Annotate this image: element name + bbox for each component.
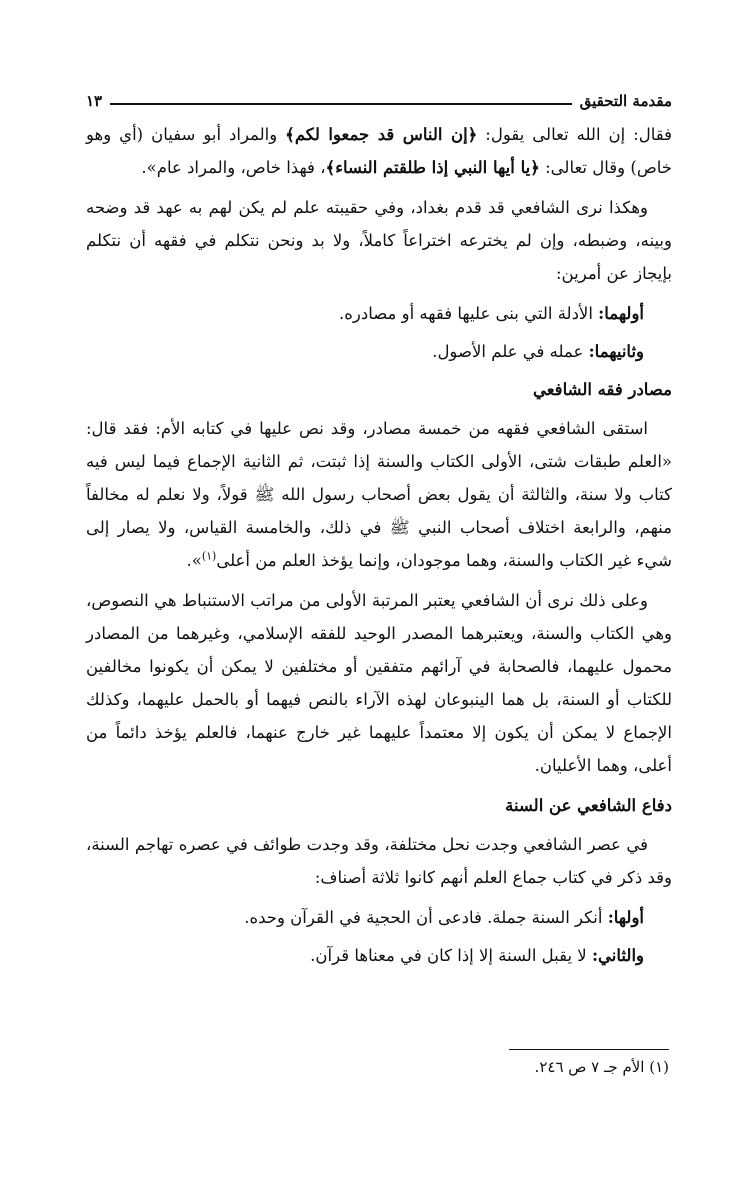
- list-item-4: [86, 939, 672, 972]
- list-item-3: [86, 901, 672, 934]
- footnote-rule: [509, 1049, 669, 1050]
- paragraph-3-text: استقى الشافعي فقهه من خمسة مصادر، وقد نص عليها في كتابه الأم: فقد قال: «العلم طبقات شتى، الأولى الكتاب والسنة إذا ثبتت، ثم الثانية الإجماع فيما ليس فيه كتاب ولا سنة، والثالثة أن يقول بعض أصحاب رسول الله ﷺ قولاً، ولا نعلم له مخالفاً منهم، والرابعة اختلاف أصحاب النبي ﷺ في ذلك، والخامسة القياس، ولا يصار إلى شيء غير الكتاب والسنة، وهما موجودان، وإنما يؤخذ العلم من أعلى: [86, 419, 672, 570]
- section-heading-sources: مصادر فقه الشافعي: [532, 380, 672, 399]
- footnote: (١) الأم جـ ٧ ص ٢٤٦.: [534, 1058, 669, 1076]
- paragraph-1-text-a: فقال: إن الله تعالى يقول:: [477, 125, 672, 144]
- list-item-2: [86, 335, 672, 368]
- list-item-1: [86, 297, 672, 330]
- list-item-2-text: عمله في علم الأصول.: [432, 342, 589, 361]
- running-header: [86, 86, 672, 110]
- paragraph-3: [86, 412, 672, 577]
- quran-quote-1: ﴿إن الناس قد جمعوا لكم﴾: [285, 125, 478, 144]
- list-item-4-text: لا يقبل السنة إلا إذا كان في معناها قرآن.: [310, 946, 592, 965]
- quran-quote-2: ﴿يا أيها النبي إذا طلقتم النساء﴾: [325, 158, 540, 177]
- list-item-3-text: أنكر السنة جملة. فادعى أن الحجية في القرآن وحده.: [244, 908, 608, 927]
- list-item-1-text: الأدلة التي بنى عليها فقهه أو مصادره.: [339, 304, 599, 323]
- section-heading-sunnah: دفاع الشافعي عن السنة: [505, 796, 672, 815]
- header-rule: [110, 103, 572, 105]
- paragraph-1: [86, 118, 672, 184]
- paragraph-4: وعلى ذلك نرى أن الشافعي يعتبر المرتبة الأولى من مراتب الاستنباط هي النصوص، وهي الكتاب والسنة، ويعتبرهما المصدر الوحيد للفقه الإسلامي، وغيرهما من المصادر محمول عليهما، فالصحابة في آرائهم متفقين أو مختلفين لا يمكن أن يكونوا مخالفين للكتاب أو السنة، بل هما الينبوعان لهذه الآراء بالنص فيهما أو بالحمل عليهما، وكذلك الإجماع لا يمكن أن يكون إلا معتمداً عليهما غير خارج عنهما، فالعلم يؤخذ دائماً من أعلى، وهما الأعليان.: [86, 591, 672, 775]
- paragraph-1-text-c: ، فهذا خاص، والمراد عام».: [141, 158, 326, 177]
- list-item-1-label: أولهما:: [598, 304, 644, 323]
- paragraph-3-end: ».: [186, 551, 202, 570]
- list-item-2-label: وثانيهما:: [588, 342, 644, 361]
- list-item-4-label: والثاني:: [591, 946, 644, 965]
- page-body: [86, 118, 672, 977]
- footnote-ref[interactable]: (١): [201, 549, 217, 563]
- paragraph-2: وهكذا نرى الشافعي قد قدم بغداد، وفي حقيبته علم لم يكن لهم به عهد قد وضحه وبينه، وضبطه، وإن لم يخترعه اختراعاً كاملاً، ولا بد ونحن نتكلم في فقهه أن نتكلم بإيجاز عن أمرين:: [86, 198, 672, 283]
- header-title: مقدمة التحقيق: [579, 92, 672, 110]
- page-number: ١٣: [86, 92, 103, 110]
- paragraph-1-text-b: والمراد أبو سفيان (أي وهو خاص) وقال تعالى:: [86, 125, 672, 177]
- paragraph-5: في عصر الشافعي وجدت نحل مختلفة، وقد وجدت طوائف في عصره تهاجم السنة، وقد ذكر في كتاب جماع العلم أنهم كانوا ثلاثة أصناف:: [86, 835, 672, 887]
- list-item-3-label: أولها:: [607, 908, 644, 927]
